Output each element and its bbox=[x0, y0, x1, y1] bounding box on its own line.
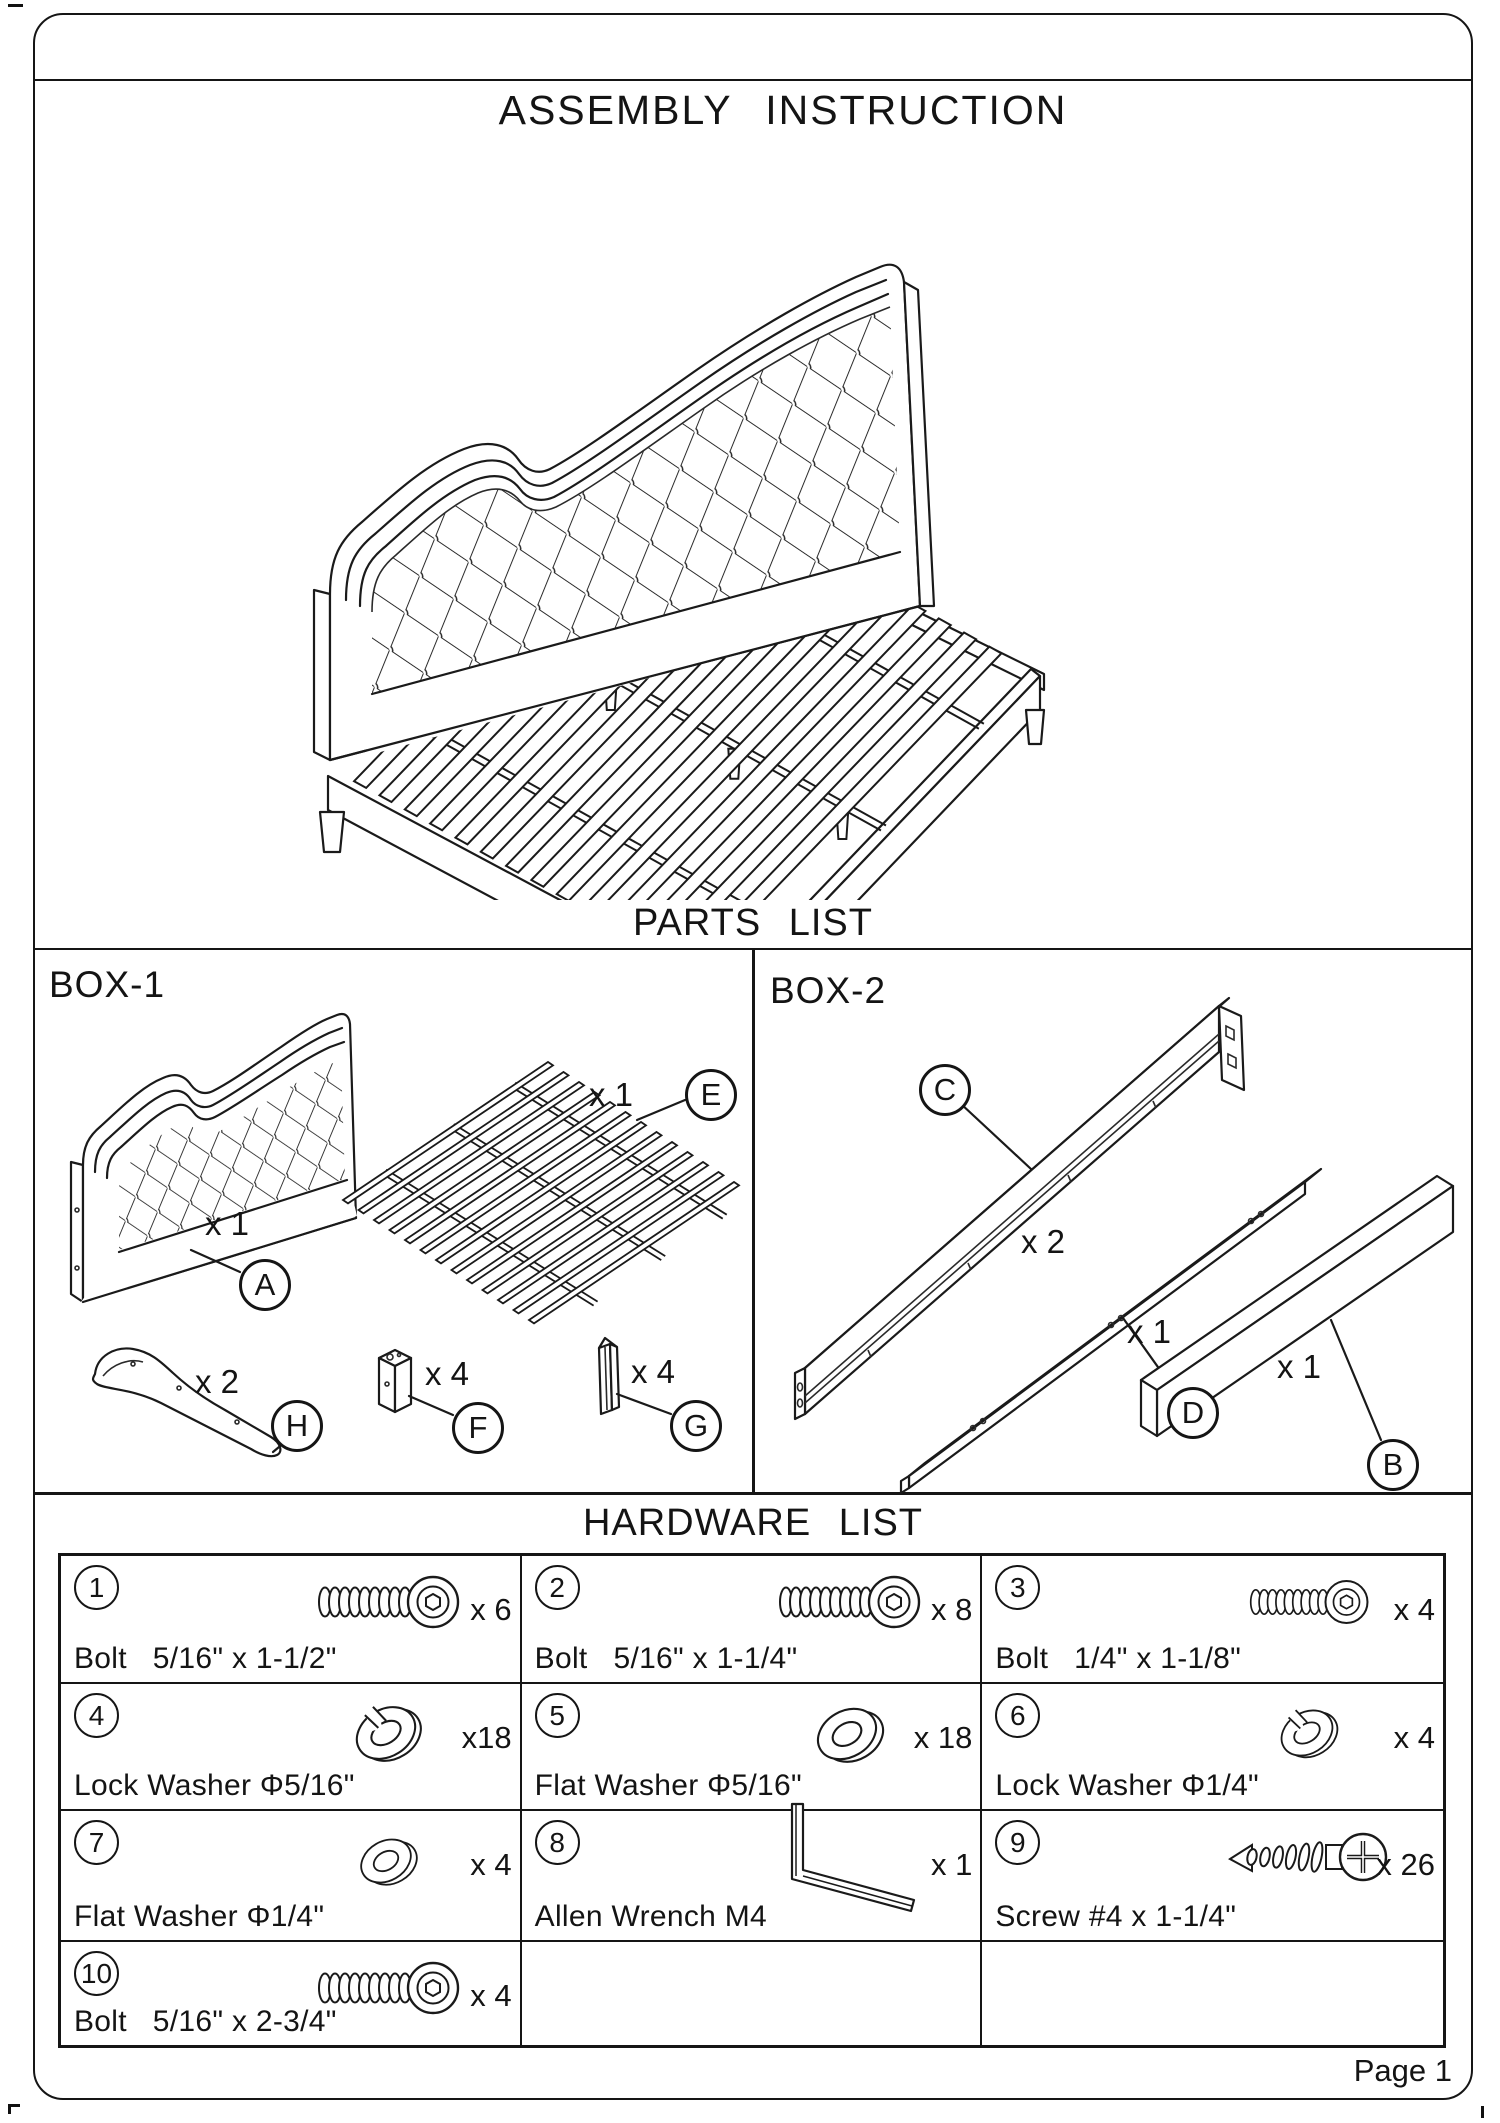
hardware-item-cell bbox=[982, 1684, 1443, 1811]
part-g-count: x 4 bbox=[631, 1353, 676, 1390]
crop-mark-top-left bbox=[8, 4, 23, 7]
hardware-item-label: Bolt 5/16" x 1-1/2" bbox=[74, 1642, 337, 1675]
hardware-item-cell bbox=[61, 1684, 522, 1811]
hardware-item-number: 9 bbox=[995, 1820, 1040, 1865]
bolt-icon bbox=[286, 1560, 486, 1644]
hardware-item-cell bbox=[982, 1811, 1443, 1942]
part-f-count: x 4 bbox=[425, 1355, 470, 1392]
hardware-item-count: x 4 bbox=[1393, 1720, 1435, 1755]
part-d-count: x 1 bbox=[1127, 1313, 1172, 1350]
hardware-item-count: x 6 bbox=[470, 1592, 512, 1627]
part-h-count: x 2 bbox=[195, 1363, 240, 1400]
hardware-item-number: 8 bbox=[535, 1820, 580, 1865]
parts-list-heading: PARTS LIST bbox=[633, 902, 873, 944]
allen-wrench-icon bbox=[747, 1815, 947, 1899]
part-e-count: x 1 bbox=[589, 1076, 634, 1113]
part-c-circle: C bbox=[919, 1064, 971, 1116]
hardware-item-label: Bolt 1/4" x 1-1/8" bbox=[995, 1642, 1242, 1675]
hardware-item-label: Bolt 5/16" x 1-1/4" bbox=[534, 1642, 798, 1675]
hardware-item-count: x 4 bbox=[470, 1847, 512, 1882]
box-1-label: BOX-1 bbox=[49, 964, 166, 1005]
hardware-empty-cell bbox=[522, 1942, 983, 2045]
hardware-item-count: x 4 bbox=[1393, 1592, 1435, 1627]
hardware-item-cell bbox=[982, 1556, 1443, 1684]
hardware-item-number: 10 bbox=[74, 1951, 119, 1996]
hardware-item-label: Lock Washer Φ5/16" bbox=[74, 1769, 355, 1802]
page-number: Page 1 bbox=[1353, 2053, 1452, 2088]
part-e-circle: E bbox=[685, 1069, 737, 1121]
hardware-list-heading: HARDWARE LIST bbox=[582, 1502, 924, 1544]
assembled-bed-drawing bbox=[270, 160, 1090, 900]
hardware-item-cell bbox=[522, 1811, 983, 1942]
hardware-item-count: x 26 bbox=[1376, 1847, 1435, 1882]
part-h-circle: H bbox=[271, 1400, 323, 1452]
part-g-circle: G bbox=[670, 1400, 722, 1452]
bolt-icon bbox=[747, 1560, 947, 1644]
hardware-item-label: Flat Washer Φ1/4" bbox=[74, 1900, 325, 1933]
hardware-item-label: Flat Washer Φ5/16" bbox=[534, 1769, 802, 1802]
hardware-item-number: 4 bbox=[74, 1693, 119, 1738]
hardware-item-cell bbox=[522, 1556, 983, 1684]
title-band bbox=[33, 13, 1473, 81]
wing-bracket-part-icon bbox=[93, 1348, 285, 1456]
hardware-item-number: 3 bbox=[995, 1565, 1040, 1610]
lock-washer-icon bbox=[286, 1688, 486, 1772]
hardware-item-cell bbox=[61, 1556, 522, 1684]
part-b-circle: B bbox=[1367, 1439, 1419, 1491]
hardware-item-number: 1 bbox=[74, 1565, 119, 1610]
hardware-item-label: Screw #4 x 1-1/4" bbox=[995, 1900, 1237, 1933]
part-a-count: x 1 bbox=[205, 1205, 250, 1242]
hardware-item-label: Allen Wrench M4 bbox=[534, 1900, 768, 1933]
hardware-item-cell bbox=[522, 1684, 983, 1811]
hardware-item-number: 7 bbox=[74, 1820, 119, 1865]
hardware-item-count: x 8 bbox=[930, 1592, 973, 1627]
hardware-grid bbox=[58, 1553, 1446, 2048]
lock-washer-icon bbox=[1207, 1688, 1407, 1772]
part-f-circle: F bbox=[452, 1402, 504, 1454]
hardware-item-count: x 1 bbox=[930, 1847, 973, 1882]
part-b-count: x 1 bbox=[1277, 1348, 1322, 1385]
headboard-part-icon bbox=[71, 1010, 373, 1304]
part-d-circle: D bbox=[1167, 1387, 1219, 1439]
part-a-circle: A bbox=[239, 1259, 291, 1311]
part-c-count: x 2 bbox=[1021, 1223, 1066, 1260]
hardware-item-count: x 4 bbox=[470, 1978, 512, 2013]
bolt-icon bbox=[1207, 1560, 1407, 1644]
hardware-item-label: Bolt 5/16" x 2-3/4" bbox=[74, 2005, 337, 2038]
box-2-label: BOX-2 bbox=[770, 970, 887, 1011]
hardware-item-count: x 18 bbox=[913, 1720, 973, 1755]
flat-washer-icon bbox=[286, 1815, 486, 1899]
hardware-item-count: x18 bbox=[461, 1720, 512, 1755]
hardware-item-cell bbox=[61, 1942, 522, 2045]
hardware-item-label: Lock Washer Φ1/4" bbox=[995, 1769, 1260, 1802]
parts-list-area bbox=[33, 948, 1473, 1495]
hardware-item-number: 6 bbox=[995, 1693, 1040, 1738]
crop-mark-bottom-right bbox=[1481, 2106, 1484, 2118]
hardware-empty-cell bbox=[982, 1942, 1443, 2045]
page-title: ASSEMBLY INSTRUCTION bbox=[498, 87, 1068, 133]
hardware-item-number: 2 bbox=[535, 1565, 580, 1610]
crop-mark-bottom-left-2 bbox=[8, 2104, 11, 2114]
hardware-item-number: 5 bbox=[535, 1693, 580, 1738]
hardware-item-cell bbox=[61, 1811, 522, 1942]
